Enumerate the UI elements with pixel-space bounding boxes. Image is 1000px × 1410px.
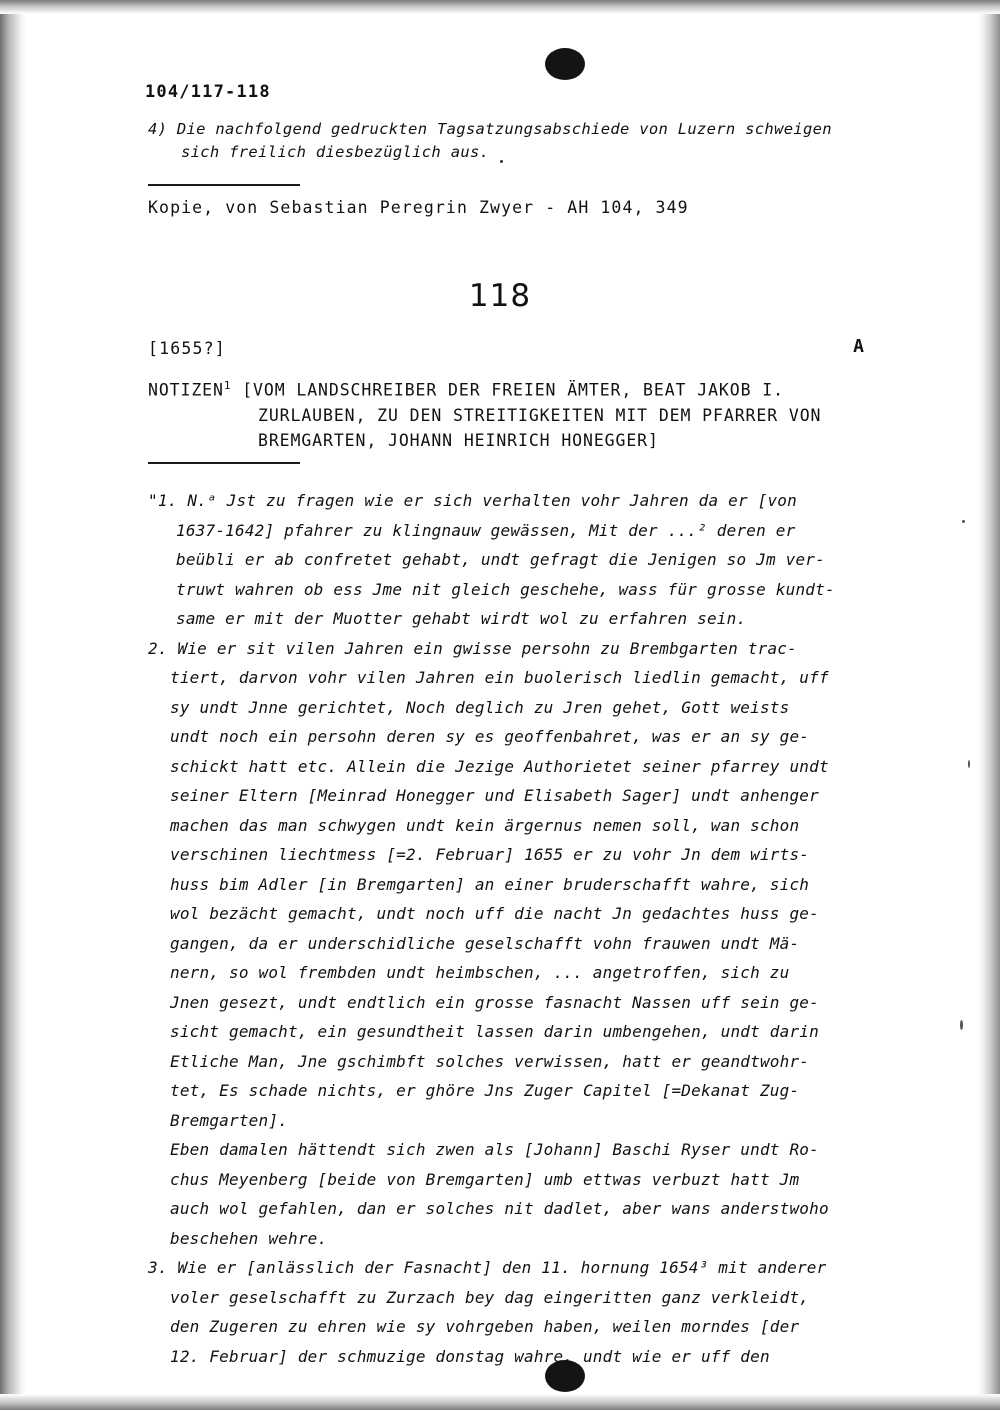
heading-line-3: BREMGARTEN, JOHANN HEINRICH HONEGGER] [258, 430, 659, 450]
date-bracket: [1655?] [148, 339, 226, 358]
footnote-4 [148, 118, 888, 164]
body-line: 1637-1642] pfahrer zu klingnauw gewässen, Mit der ...² deren er [176, 520, 796, 540]
body-line: sicht gemacht, ein gesundtheit lassen darin umbengehen, undt darin [170, 1022, 819, 1041]
scan-edge-bottom [0, 1394, 1000, 1410]
body-line: beübli er ab confretet gehabt, undt gefragt die Jenigen so Jm ver- [176, 550, 825, 569]
body-line: wol bezächt gemacht, undt noch uff die nacht Jn gedachtes huss ge- [170, 904, 819, 923]
folio-number: 104/117-118 [145, 82, 271, 102]
body-line: nern, so wol frembden undt heimbschen, ... angetroffen, sich zu [170, 963, 790, 982]
body-line: huss bim Adler [in Bremgarten] an einer bruderschafft wahre, sich [170, 874, 810, 894]
body-line: chus Meyenberg [beide von Bremgarten] umb ettwas verbuzt hatt Jm [170, 1169, 800, 1189]
body-line: tet, Es schade nichts, er ghöre Jns Zuger Capitel [=Dekanat Zug- [170, 1081, 800, 1100]
body-line: same er mit der Muotter gehabt wirdt wol zu erfahren sein. [176, 609, 747, 628]
body-line: truwt wahren ob ess Jme nit gleich geschehe, wass für grosse kundt- [176, 579, 835, 599]
scan-edge-right [978, 0, 1000, 1410]
body-line: machen das man schwygen undt kein ärgernus nemen soll, wan schon [170, 815, 800, 835]
heading-line-1 [148, 373, 908, 403]
heading-label: NOTIZEN [148, 380, 224, 400]
scan-speck [968, 760, 970, 768]
horizontal-rule-bottom [148, 462, 300, 464]
body-line: sy undt Jnne gerichtet, Noch deglich zu Jren gehet, Gott weists [170, 697, 790, 717]
scan-speck [962, 520, 965, 523]
heading-line-1-rest: [VOM LANDSCHREIBER DER FREIEN ÄMTER, BEAT JAKOB I. [231, 380, 784, 400]
section-number: 118 [468, 278, 532, 314]
body-line: Bremgarten]. [170, 1110, 288, 1130]
body-line: Etliche Man, Jne gschimbft solches verwissen, hatt er geandtwohr- [170, 1051, 810, 1071]
source-reference: Kopie, von Sebastian Peregrin Zwyer - AH 104, 349 [148, 198, 689, 217]
footnote-4-line-1: 4) Die nachfolgend gedruckten Tagsatzungsabschiede von Luzern schweigen [148, 120, 832, 138]
body-line: gangen, da er underschidliche geselschafft vohn frauwen undt Mä- [170, 933, 800, 953]
body-line: Jnen gesezt, undt endtlich ein grosse fasnacht Nassen uff sein ge- [170, 992, 819, 1012]
transcription-body [148, 486, 918, 1371]
body-line: den Zugeren zu ehren wie sy vohrgeben haben, weilen morndes [der [170, 1317, 800, 1336]
body-line: "1. N.ᵃ Jst zu fragen wie er sich verhalten vohr Jahren da er [von [148, 491, 797, 510]
body-line: 3. Wie er [anlässlich der Fasnacht] den 11. hornung 1654³ mit anderer [148, 1258, 827, 1277]
heading-footnote-marker: 1 [223, 379, 232, 392]
body-line: voler geselschafft zu Zurzach bey dag eingeritten ganz verkleidt, [170, 1287, 810, 1307]
body-line: schickt hatt etc. Allein die Jezige Authorietet seiner pfarrey undt [170, 756, 829, 776]
horizontal-rule-top [148, 184, 300, 186]
body-line: seiner Eltern [Meinrad Honegger und Elisabeth Sager] undt anhenger [170, 786, 819, 805]
scan-speck [960, 1020, 963, 1030]
scan-edge-left [0, 0, 26, 1410]
body-line: 2. Wie er sit vilen Jahren ein gwisse persohn zu Brembgarten trac- [148, 638, 797, 658]
binding-hole-top [545, 48, 585, 80]
scan-edge-top [0, 0, 1000, 14]
footnote-4-line-2: sich freilich diesbezüglich aus. [181, 143, 490, 161]
body-line: tiert, darvon vohr vilen Jahren ein buolerisch liedlin gemacht, uff [170, 668, 829, 687]
body-line: undt noch ein persohn deren sy es geoffenbahret, was er an sy ge- [170, 727, 810, 746]
body-line: auch wol gefahlen, dan er solches nit dadlet, aber wans anderstwoho [170, 1199, 829, 1218]
body-line: Eben damalen hättendt sich zwen als [Johann] Baschi Ryser undt Ro- [170, 1140, 819, 1159]
ink-dot [500, 160, 503, 163]
body-line: beschehen wehre. [170, 1228, 328, 1248]
heading-line-2: ZURLAUBEN, ZU DEN STREITIGKEITEN MIT DEM PFARRER VON [258, 405, 822, 425]
body-line: 12. Februar] der schmuzige donstag wahre, undt wie er uff den [170, 1346, 770, 1366]
marker-letter: A [853, 336, 865, 357]
body-line: verschinen liechtmess [=2. Februar] 1655 er zu vohr Jn dem wirts- [170, 845, 810, 864]
document-heading [148, 373, 908, 453]
